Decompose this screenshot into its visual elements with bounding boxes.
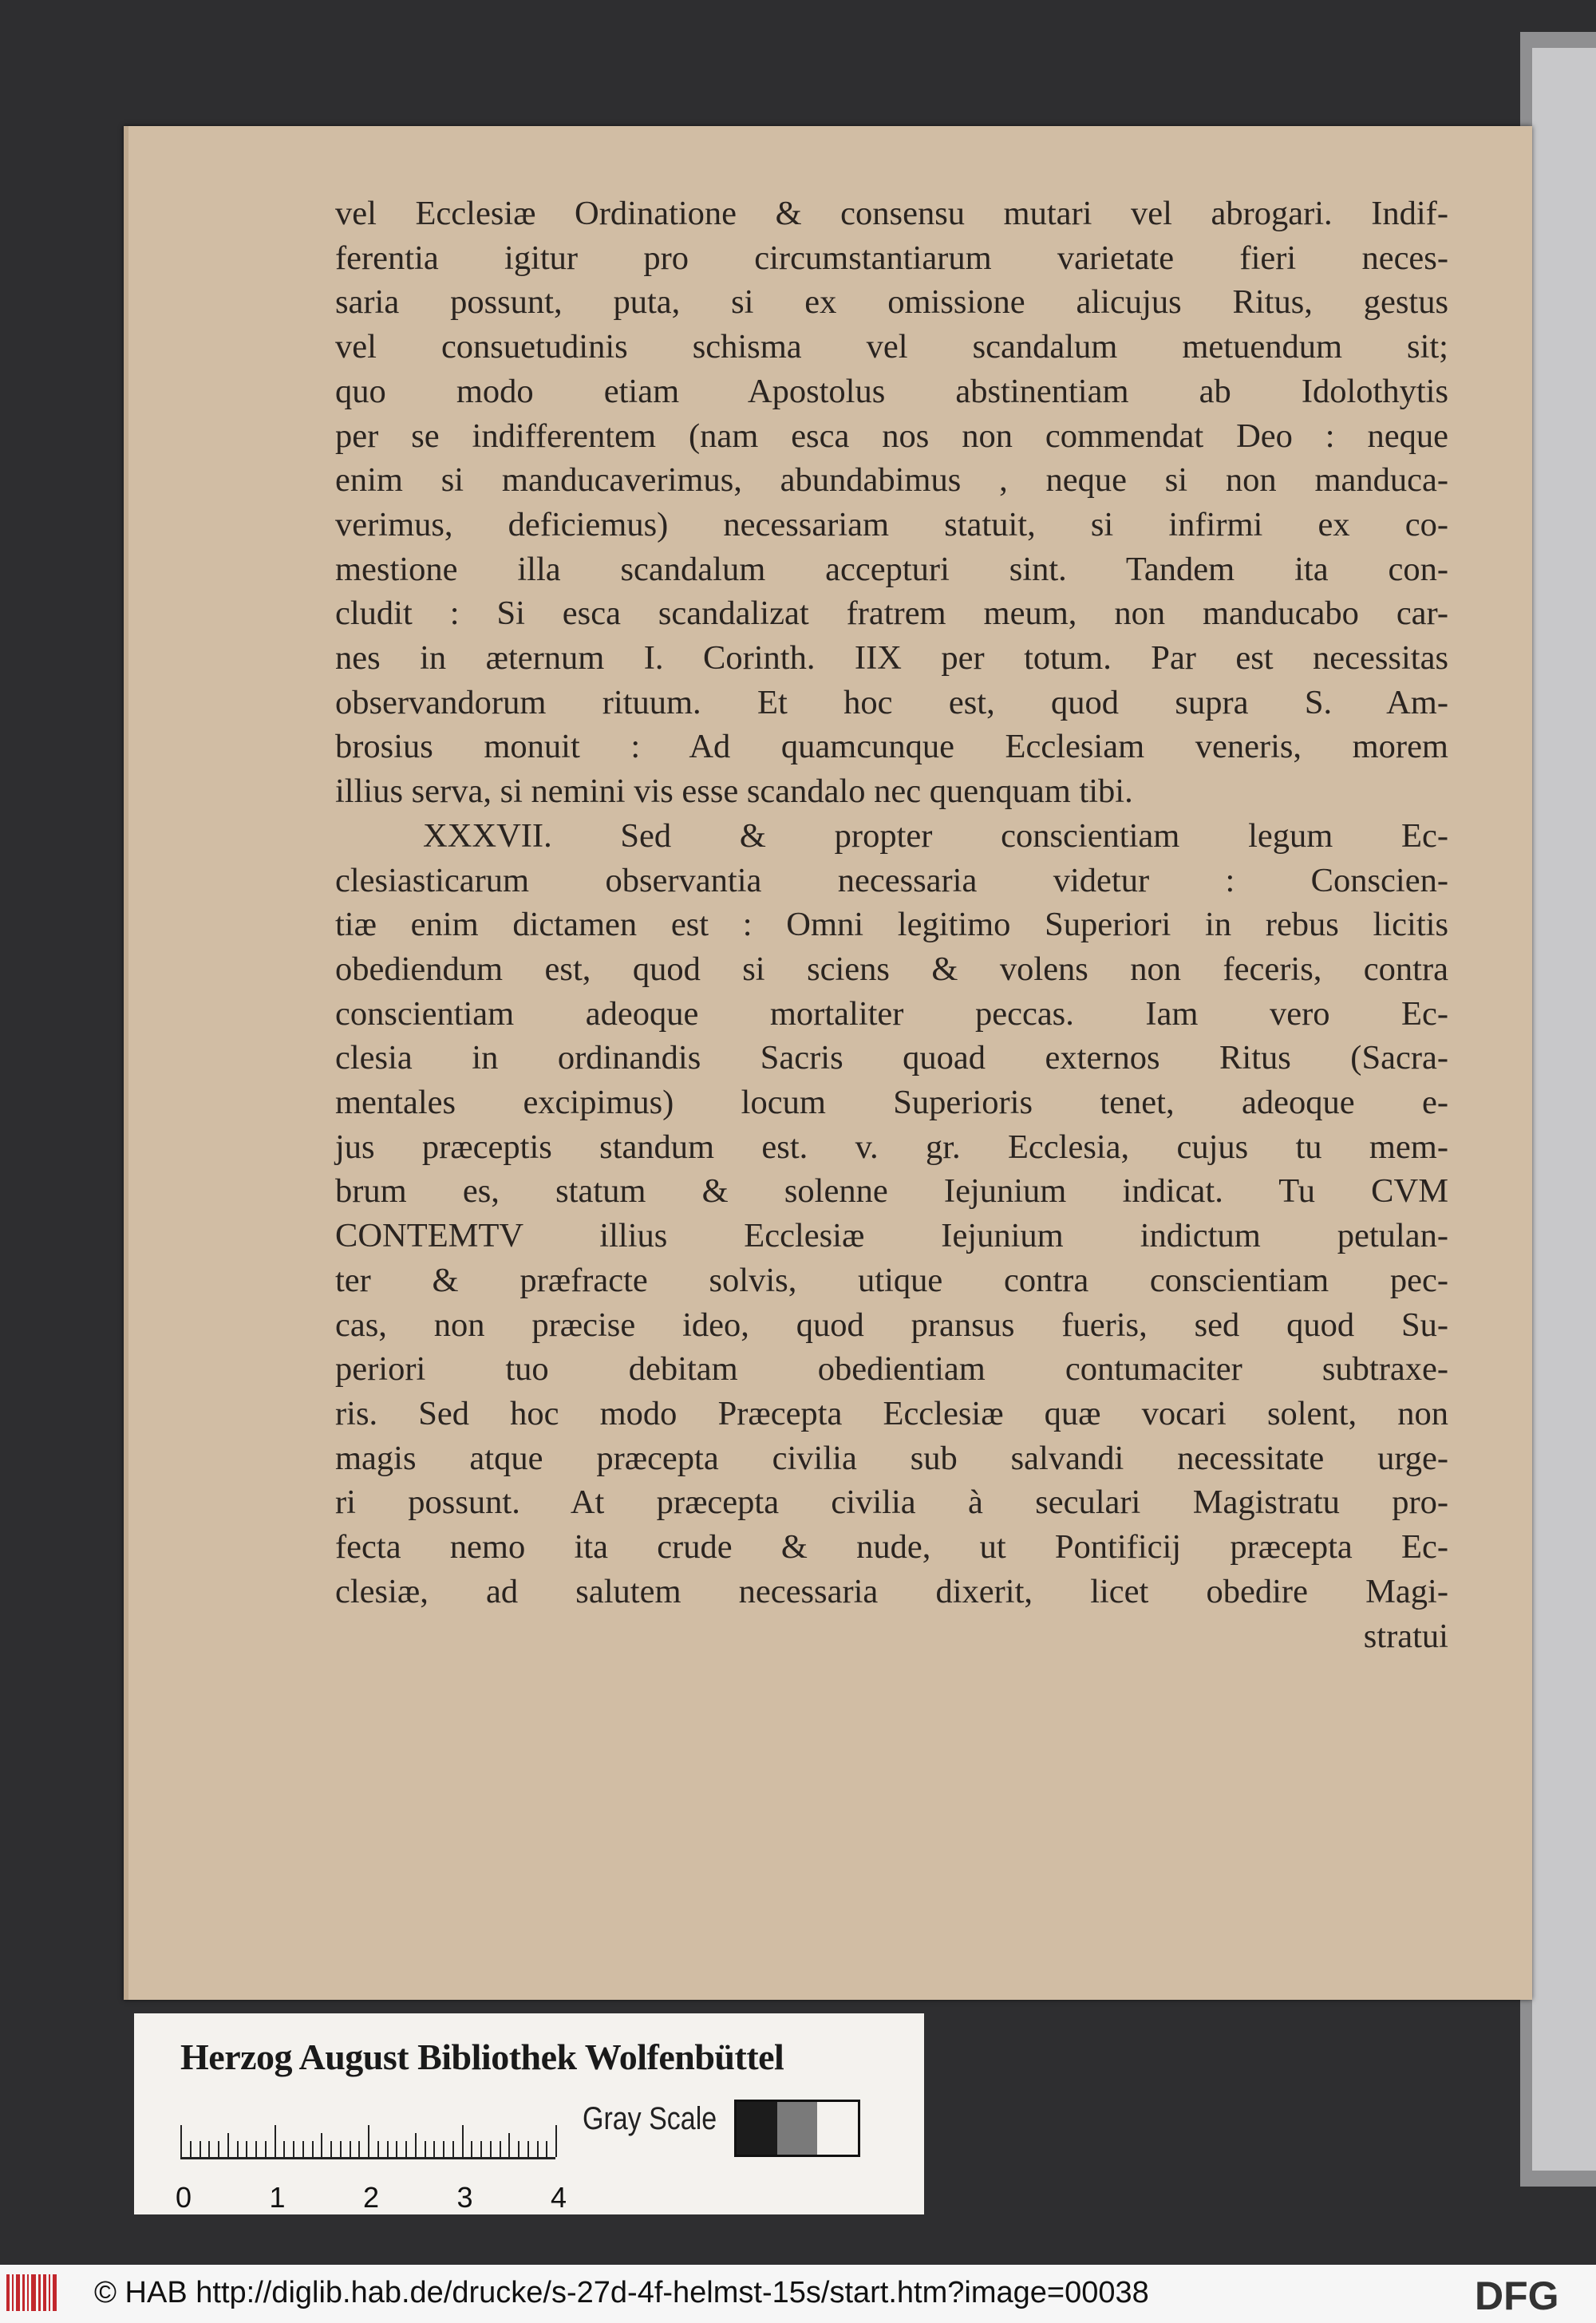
footer-bar [0, 2265, 1596, 2323]
text-line: vel consuetudinis schisma vel scandalum metuendum sit; [335, 328, 1448, 366]
ruler-tick [312, 2141, 314, 2157]
ruler-tick [405, 2141, 407, 2157]
ruler-tick [340, 2141, 342, 2157]
text-line: obediendum est, quod si sciens & volens non feceris, contra [335, 950, 1448, 988]
ruler-tick [433, 2141, 435, 2157]
text-line: ferentia igitur pro circumstantiarum varietate fieri neces- [335, 239, 1448, 277]
barcode-bar [31, 2274, 36, 2311]
text-line: conscientiam adeoque mortaliter peccas. Iam vero Ec- [335, 994, 1448, 1033]
ruler-tick [180, 2125, 182, 2157]
text-line: vel Ecclesiæ Ordinatione & consensu mutari vel abrogari. Indif- [335, 195, 1448, 232]
ruler-tick [190, 2141, 192, 2157]
text-line: clesia in ordinandis Sacris quoad externos Ritus (Sacra- [335, 1039, 1448, 1077]
ruler-tick [302, 2141, 304, 2157]
text-line: enim si manducaverimus, abundabimus , neque si non manduca- [335, 461, 1448, 500]
gray-swatch [817, 2102, 858, 2155]
text-line: clesiasticarum observantia necessaria videtur : Conscien- [335, 861, 1448, 899]
gray-swatch [777, 2102, 818, 2155]
ruler-tick [321, 2133, 322, 2157]
ruler-tick [555, 2125, 557, 2157]
text-line: illius serva, si nemini vis esse scandalo nec quenquam tibi. [335, 772, 1133, 811]
page-edge [124, 126, 128, 2000]
gray-scale-label: Gray Scale [583, 2101, 717, 2136]
ruler-tick [518, 2141, 519, 2157]
barcode-bar [53, 2274, 57, 2311]
ruler-baseline [180, 2157, 555, 2159]
text-line: verimus, deficiemus) necessariam statuit, si infirmi ex co- [335, 505, 1448, 543]
ruler-tick [246, 2141, 247, 2157]
ruler-tick [275, 2125, 276, 2157]
ruler-tick [293, 2141, 294, 2157]
ruler-tick [480, 2141, 482, 2157]
barcode-bar [49, 2274, 50, 2311]
dfg-logo: DFG [1475, 2274, 1559, 2318]
barcode-bar [43, 2274, 46, 2311]
ruler-tick [508, 2133, 510, 2157]
library-label [134, 2013, 924, 2214]
text-line: periori tuo debitam obedientiam contumaciter subtraxe- [335, 1350, 1448, 1389]
ruler-tick [255, 2141, 257, 2157]
ruler-tick [527, 2141, 529, 2157]
text-line: per se indifferentem (nam esca nos non commendat Deo : neque [335, 417, 1448, 455]
source-url[interactable]: © HAB http://diglib.hab.de/drucke/s-27d-4f-helmst-15s/start.htm?image=00038 [94, 2276, 1149, 2309]
ruler-tick [471, 2141, 472, 2157]
text-line: observandorum rituum. Et hoc est, quod supra S. Am- [335, 683, 1448, 721]
text-line: XXXVII. Sed & propter conscientiam legum Ec- [423, 816, 1448, 855]
text-line: tiæ enim dictamen est : Omni legitimo Superiori in rebus licitis [335, 906, 1448, 944]
text-line: brum es, statum & solenne Iejunium indicat. Tu CVM [335, 1172, 1448, 1211]
ruler-tick [443, 2141, 444, 2157]
ruler-tick [500, 2141, 501, 2157]
text-line: saria possunt, puta, si ex omissione alicujus Ritus, gestus [335, 283, 1448, 322]
ruler-tick [425, 2141, 426, 2157]
barcode-bar [27, 2274, 29, 2311]
ruler-tick [200, 2141, 201, 2157]
ruler-tick [218, 2141, 219, 2157]
adjacent-page [1532, 48, 1596, 2171]
barcode-bar [16, 2274, 20, 2311]
text-line: jus præceptis standum est. v. gr. Ecclesia, cujus tu mem- [335, 1128, 1448, 1166]
text-line: mestione illa scandalum accepturi sint. Tandem ita con- [335, 550, 1448, 588]
barcode-bar [38, 2274, 41, 2311]
ruler-tick [377, 2141, 379, 2157]
ruler-tick [537, 2141, 539, 2157]
text-line: brosius monuit : Ad quamcunque Ecclesiam veneris, morem [335, 728, 1448, 766]
ruler-tick [330, 2141, 332, 2157]
ruler-tick [358, 2141, 360, 2157]
text-line: nes in æternum I. Corinth. IIX per totum. Par est necessitas [335, 639, 1448, 678]
text-line: ris. Sed hoc modo Præcepta Ecclesiæ quæ vocari solent, non [335, 1394, 1448, 1432]
ruler-tick [490, 2141, 492, 2157]
text-line: cas, non præcise ideo, quod pransus fueris, sed quod Su- [335, 1306, 1448, 1344]
text-line: ter & præfracte solvis, utique contra conscientiam pec- [335, 1261, 1448, 1299]
text-line: fecta nemo ita crude & nude, ut Pontificij præcepta Ec- [335, 1528, 1448, 1566]
text-line: quo modo etiam Apostolus abstinentiam ab Idolothytis [335, 372, 1448, 410]
barcode-bar [22, 2274, 25, 2311]
ruler-tick [452, 2141, 454, 2157]
text-line: mentales excipimus) locum Superioris tenet, adeoque e- [335, 1084, 1448, 1122]
text-line: magis atque præcepta civilia sub salvandi necessitate urge- [335, 1439, 1448, 1477]
barcode-logo-icon [6, 2274, 62, 2311]
ruler-number: 3 [456, 2181, 473, 2214]
ruler-tick [227, 2133, 229, 2157]
text-line: CONTEMTV illius Ecclesiæ Iejunium indictum petulan- [335, 1217, 1448, 1255]
ruler-tick [265, 2141, 267, 2157]
gray-scale-swatches [734, 2100, 860, 2157]
ruler-tick [368, 2125, 369, 2157]
library-name: Herzog August Bibliothek Wolfenbüttel [180, 2037, 784, 2077]
ruler-number: 0 [176, 2181, 192, 2214]
barcode-bar [12, 2274, 14, 2311]
ruler-number: 1 [269, 2181, 286, 2214]
ruler-tick [462, 2125, 464, 2157]
text-line: ri possunt. At præcepta civilia à seculari Magistratu pro- [335, 1483, 1448, 1522]
text-line: cludit : Si esca scandalizat fratrem meum, non manducabo car- [335, 595, 1448, 633]
ruler-tick [546, 2141, 547, 2157]
ruler-tick [396, 2141, 397, 2157]
text-line: clesiæ, ad salutem necessaria dixerit, licet obedire Magi- [335, 1572, 1448, 1610]
ruler-tick [350, 2141, 351, 2157]
ruler-tick [208, 2141, 210, 2157]
barcode-bar [6, 2274, 10, 2311]
ruler-number: 4 [551, 2181, 567, 2214]
page-text [335, 192, 1448, 1658]
ruler-tick [237, 2141, 239, 2157]
ruler-number: 2 [363, 2181, 380, 2214]
text-line: stratui [1363, 1617, 1448, 1655]
ruler-tick [415, 2133, 417, 2157]
ruler-tick [387, 2141, 389, 2157]
ruler-tick [283, 2141, 285, 2157]
gray-swatch [737, 2102, 777, 2155]
